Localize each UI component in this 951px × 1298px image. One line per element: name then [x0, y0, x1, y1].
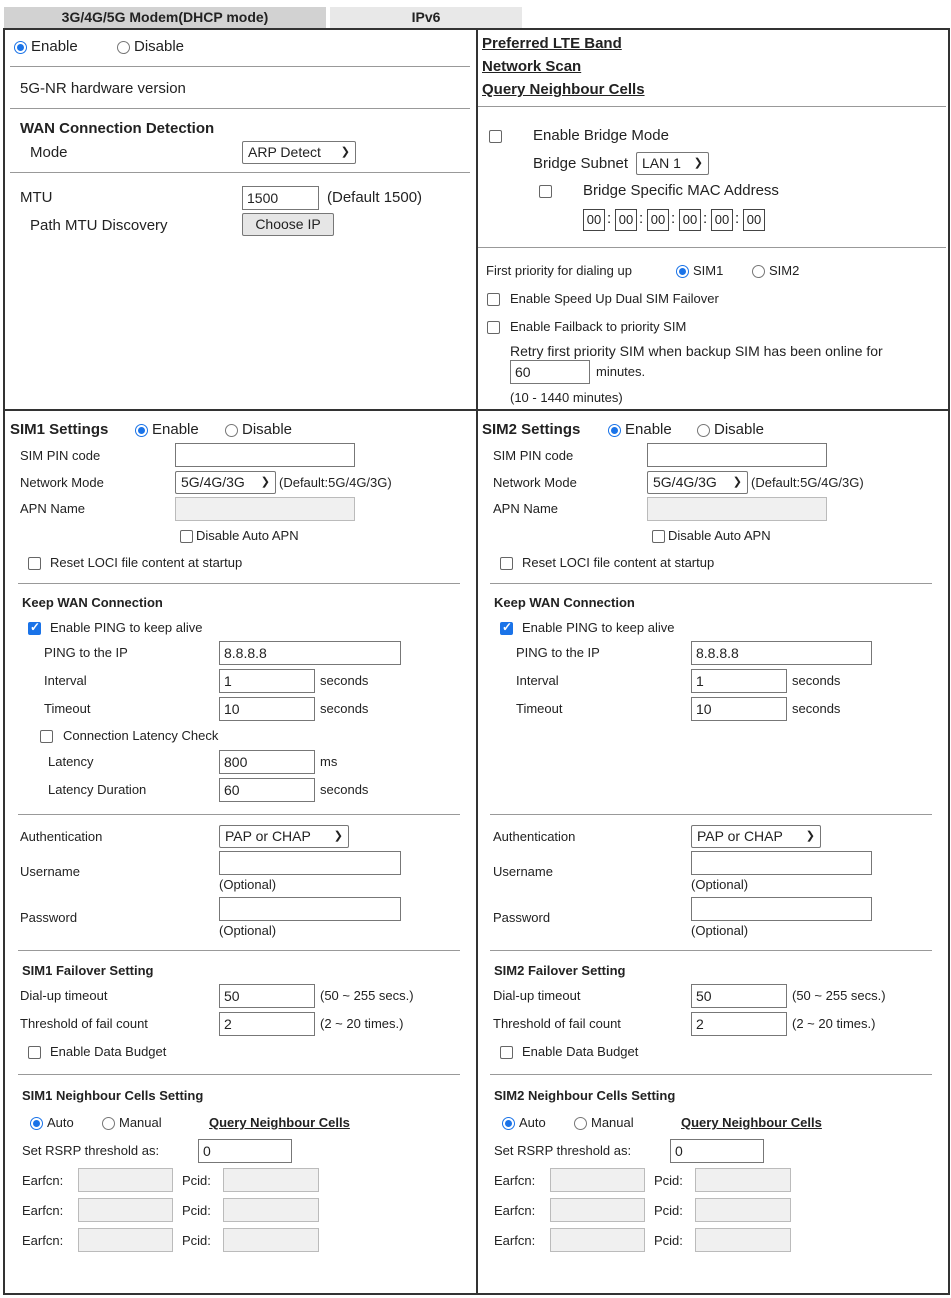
- sim2-timeout-unit: seconds: [792, 701, 841, 716]
- sim1-authentication-label: Authentication: [20, 829, 103, 844]
- chevron-down-icon: ❯: [333, 830, 343, 842]
- retry-range: (10 - 1440 minutes): [510, 390, 623, 405]
- sim2-rsrp-input[interactable]: 0: [670, 1139, 764, 1163]
- bridge-mode-label: Enable Bridge Mode: [533, 127, 669, 144]
- sim1-pin-input[interactable]: [175, 443, 355, 467]
- sim2-rsrp-label: Set RSRP threshold as:: [494, 1143, 632, 1158]
- sim2-data-budget-checkbox[interactable]: [500, 1046, 513, 1059]
- sim2-reset-loci-label: Reset LOCI file content at startup: [522, 555, 715, 570]
- sim1-enable-radio[interactable]: [135, 424, 148, 437]
- sim1-failover-title: SIM1 Failover Setting: [22, 963, 154, 978]
- sim1-enable-label: Enable: [152, 421, 199, 438]
- sim1-data-budget-checkbox[interactable]: [28, 1046, 41, 1059]
- sim1-latency-duration-unit: seconds: [320, 782, 369, 797]
- sim1-earfcn-input[interactable]: [78, 1198, 173, 1222]
- sim-divider: [476, 409, 478, 1295]
- sim1-latency-duration-input[interactable]: 60: [219, 778, 315, 802]
- sim2-timeout-label: Timeout: [516, 701, 563, 716]
- sim2-authentication-label: Authentication: [493, 829, 576, 844]
- sim2-disable-auto-apn-checkbox[interactable]: [652, 530, 665, 543]
- sim2-neighbour-title: SIM2 Neighbour Cells Setting: [494, 1088, 676, 1103]
- tab-ipv6[interactable]: IPv6: [330, 7, 522, 28]
- sim2-network-mode-default: (Default:5G/4G/3G): [751, 475, 864, 490]
- sim1-enable-ping-checkbox[interactable]: [28, 622, 41, 635]
- divider: [10, 108, 470, 109]
- first-priority-label: First priority for dialing up: [486, 263, 632, 278]
- failback-checkbox[interactable]: [487, 321, 500, 334]
- sim2-enable-radio[interactable]: [608, 424, 621, 437]
- sim1-auto-label: Auto: [47, 1115, 74, 1130]
- sim1-interval-label: Interval: [44, 673, 87, 688]
- mac-octet-5[interactable]: 00: [711, 209, 733, 231]
- sim2-settings-title: SIM2 Settings: [482, 421, 581, 438]
- sim2-pcid-label: Pcid:: [654, 1203, 683, 1218]
- sim1-ping-ip-label: PING to the IP: [44, 645, 128, 660]
- mac-separator: :: [607, 210, 612, 227]
- sim1-latency-check-checkbox[interactable]: [40, 730, 53, 743]
- sim1-pcid-label: Pcid:: [182, 1203, 211, 1218]
- sim1-timeout-label: Timeout: [44, 701, 91, 716]
- sim1-username-input[interactable]: [219, 851, 401, 875]
- mtu-label: MTU: [20, 189, 53, 206]
- sim1-interval-input[interactable]: 1: [219, 669, 315, 693]
- sim1-interval-unit: seconds: [320, 673, 369, 688]
- bridge-mac-checkbox[interactable]: [539, 185, 552, 198]
- sim2-password-optional: (Optional): [691, 923, 749, 938]
- network-scan-link[interactable]: Network Scan: [482, 58, 582, 75]
- sim1-dialup-range: (50 ~ 255 secs.): [320, 988, 414, 1003]
- sim1-threshold-label: Threshold of fail count: [20, 1016, 148, 1031]
- sim2-enable-ping-label: Enable PING to keep alive: [522, 620, 675, 635]
- mac-octet-6[interactable]: 00: [743, 209, 765, 231]
- sim1-latency-check-label: Connection Latency Check: [63, 728, 219, 743]
- sim2-earfcn-label: Earfcn:: [494, 1173, 536, 1188]
- sim2-pcid-label: Pcid:: [654, 1173, 683, 1188]
- sim1-neighbour-title: SIM1 Neighbour Cells Setting: [22, 1088, 204, 1103]
- sim1-apn-input[interactable]: [175, 497, 355, 521]
- mtu-input[interactable]: 1500: [242, 186, 319, 210]
- sim2-earfcn-input[interactable]: [550, 1228, 645, 1252]
- sim1-threshold-input[interactable]: 2: [219, 1012, 315, 1036]
- sim1-pcid-label: Pcid:: [182, 1233, 211, 1248]
- sim1-priority-radio[interactable]: [676, 265, 689, 278]
- sim2-auto-radio[interactable]: [502, 1117, 515, 1130]
- sim1-password-input[interactable]: [219, 897, 401, 921]
- chevron-down-icon: ❯: [732, 476, 742, 488]
- chevron-down-icon: ❯: [805, 830, 815, 842]
- sim1-disable-label: Disable: [242, 421, 293, 438]
- sim1-latency-input[interactable]: 800: [219, 750, 315, 774]
- divider: [490, 950, 932, 951]
- sim1-pcid-label: Pcid:: [182, 1173, 211, 1188]
- sim2-enable-ping-checkbox[interactable]: [500, 622, 513, 635]
- mac-octet-4[interactable]: 00: [679, 209, 701, 231]
- sim1-disable-auto-apn-checkbox[interactable]: [180, 530, 193, 543]
- sim2-username-label: Username: [493, 864, 553, 879]
- sim1-timeout-input[interactable]: 10: [219, 697, 315, 721]
- sim2-threshold-input[interactable]: 2: [691, 1012, 787, 1036]
- sim1-rsrp-input[interactable]: 0: [198, 1139, 292, 1163]
- mac-separator: :: [703, 210, 708, 227]
- retry-minutes-input[interactable]: 60: [510, 360, 590, 384]
- divider: [18, 583, 460, 584]
- sim2-data-budget-label: Enable Data Budget: [522, 1044, 639, 1059]
- sim1-password-optional: (Optional): [219, 923, 277, 938]
- sim1-manual-label: Manual: [119, 1115, 162, 1130]
- query-neighbour-cells-link[interactable]: Query Neighbour Cells: [482, 81, 645, 98]
- sim2-pin-label: SIM PIN code: [493, 448, 574, 463]
- sim1-username-optional: (Optional): [219, 877, 277, 892]
- divider: [18, 814, 460, 815]
- sim2-disable-radio[interactable]: [697, 424, 710, 437]
- sim2-dialup-timeout-input[interactable]: 50: [691, 984, 787, 1008]
- sim2-pcid-label: Pcid:: [654, 1233, 683, 1248]
- sim2-priority-label: SIM2: [769, 263, 800, 278]
- sim1-earfcn-label: Earfcn:: [22, 1203, 64, 1218]
- sim1-priority-label: SIM1: [693, 263, 724, 278]
- sim1-query-neighbour-link[interactable]: Query Neighbour Cells: [209, 1115, 350, 1130]
- chevron-down-icon: ❯: [693, 157, 703, 169]
- sim2-disable-auto-apn-label: Disable Auto APN: [668, 528, 771, 543]
- sim2-pin-input[interactable]: [647, 443, 827, 467]
- sim1-latency-duration-label: Latency Duration: [48, 782, 147, 797]
- mac-separator: :: [671, 210, 676, 227]
- sim1-disable-auto-apn-label: Disable Auto APN: [196, 528, 299, 543]
- sim2-earfcn-label: Earfcn:: [494, 1233, 536, 1248]
- divider: [490, 583, 932, 584]
- sim1-earfcn-input[interactable]: [78, 1168, 173, 1192]
- sim1-enable-ping-label: Enable PING to keep alive: [50, 620, 203, 635]
- chevron-down-icon: ❯: [340, 146, 350, 158]
- sim2-query-neighbour-link[interactable]: Query Neighbour Cells: [681, 1115, 822, 1130]
- sim2-pcid-input[interactable]: [695, 1168, 791, 1192]
- sim1-reset-loci-checkbox[interactable]: [28, 557, 41, 570]
- sim1-network-mode-select[interactable]: 5G/4G/3G ❯: [175, 471, 276, 494]
- mac-octet-2[interactable]: 00: [615, 209, 637, 231]
- sim2-pcid-input[interactable]: [695, 1228, 791, 1252]
- sim2-threshold-label: Threshold of fail count: [493, 1016, 621, 1031]
- sim2-pcid-input[interactable]: [695, 1198, 791, 1222]
- mac-separator: :: [639, 210, 644, 227]
- sim2-ping-ip-label: PING to the IP: [516, 645, 600, 660]
- sim1-auto-radio[interactable]: [30, 1117, 43, 1130]
- failback-label: Enable Failback to priority SIM: [510, 319, 687, 334]
- speed-up-label: Enable Speed Up Dual SIM Failover: [510, 291, 719, 306]
- top-divider: [476, 28, 478, 411]
- divider: [18, 950, 460, 951]
- sim2-auto-label: Auto: [519, 1115, 546, 1130]
- sim2-password-input[interactable]: [691, 897, 872, 921]
- mac-octet-1[interactable]: 00: [583, 209, 605, 231]
- hw-version-label: 5G-NR hardware version: [20, 80, 186, 97]
- sim2-authentication-select[interactable]: PAP or CHAP ❯: [691, 825, 821, 848]
- sim2-threshold-range: (2 ~ 20 times.): [792, 1016, 876, 1031]
- sim1-keep-wan-title: Keep WAN Connection: [22, 595, 163, 610]
- sim1-timeout-unit: seconds: [320, 701, 369, 716]
- sim1-latency-unit: ms: [320, 754, 338, 769]
- sim1-network-mode-default: (Default:5G/4G/3G): [279, 475, 392, 490]
- wan-detection-title: WAN Connection Detection: [20, 120, 215, 137]
- divider: [10, 66, 470, 67]
- sim2-ping-ip-input[interactable]: 8.8.8.8: [691, 641, 872, 665]
- sim2-timeout-input[interactable]: 10: [691, 697, 787, 721]
- choose-ip-button[interactable]: Choose IP: [242, 213, 334, 236]
- sim2-dialup-timeout-label: Dial-up timeout: [493, 988, 581, 1003]
- sim1-pcid-input[interactable]: [223, 1228, 319, 1252]
- sim2-enable-label: Enable: [625, 421, 672, 438]
- sim2-apn-label: APN Name: [493, 501, 559, 516]
- sim1-authentication-select[interactable]: PAP or CHAP ❯: [219, 825, 349, 848]
- sim1-ping-ip-input[interactable]: 8.8.8.8: [219, 641, 401, 665]
- sim2-disable-label: Disable: [714, 421, 765, 438]
- bridge-mac-label: Bridge Specific MAC Address: [583, 182, 779, 199]
- sim1-pin-label: SIM PIN code: [20, 448, 101, 463]
- divider: [10, 172, 470, 173]
- sim2-apn-input[interactable]: [647, 497, 827, 521]
- sim1-network-mode-label: Network Mode: [20, 475, 104, 490]
- sim2-network-mode-select[interactable]: 5G/4G/3G ❯: [647, 471, 748, 494]
- speed-up-checkbox[interactable]: [487, 293, 500, 306]
- sim2-manual-label: Manual: [591, 1115, 634, 1130]
- divider: [18, 1074, 460, 1075]
- sim1-disable-radio[interactable]: [225, 424, 238, 437]
- disable-label: Disable: [134, 38, 185, 55]
- sim1-data-budget-label: Enable Data Budget: [50, 1044, 167, 1059]
- chevron-down-icon: ❯: [260, 476, 270, 488]
- sim1-latency-label: Latency: [48, 754, 94, 769]
- sim1-earfcn-label: Earfcn:: [22, 1233, 64, 1248]
- sim1-reset-loci-label: Reset LOCI file content at startup: [50, 555, 243, 570]
- sim1-dialup-timeout-label: Dial-up timeout: [20, 988, 108, 1003]
- sim2-interval-label: Interval: [516, 673, 559, 688]
- divider: [478, 106, 946, 107]
- path-mtu-label: Path MTU Discovery: [30, 217, 168, 234]
- tab-modem-dhcp[interactable]: 3G/4G/5G Modem(DHCP mode): [4, 7, 326, 28]
- enable-label: Enable: [31, 38, 78, 55]
- disable-radio[interactable]: [117, 41, 130, 54]
- sim2-failover-title: SIM2 Failover Setting: [494, 963, 626, 978]
- sim1-earfcn-input[interactable]: [78, 1228, 173, 1252]
- enable-radio[interactable]: [14, 41, 27, 54]
- bridge-mode-checkbox[interactable]: [489, 130, 502, 143]
- sim2-username-input[interactable]: [691, 851, 872, 875]
- sim1-manual-radio[interactable]: [102, 1117, 115, 1130]
- sim1-earfcn-label: Earfcn:: [22, 1173, 64, 1188]
- divider: [490, 1074, 932, 1075]
- sim1-username-label: Username: [20, 864, 80, 879]
- sim1-pcid-input[interactable]: [223, 1198, 319, 1222]
- minutes-label: minutes.: [596, 364, 646, 379]
- sim2-reset-loci-checkbox[interactable]: [500, 557, 513, 570]
- sim1-apn-label: APN Name: [20, 501, 86, 516]
- sim1-password-label: Password: [20, 910, 78, 925]
- mode-label: Mode: [30, 144, 68, 161]
- sim2-network-mode-label: Network Mode: [493, 475, 577, 490]
- sim2-keep-wan-title: Keep WAN Connection: [494, 595, 635, 610]
- bridge-subnet-select[interactable]: LAN 1 ❯: [636, 152, 709, 175]
- sim2-earfcn-input[interactable]: [550, 1198, 645, 1222]
- preferred-lte-band-link[interactable]: Preferred LTE Band: [482, 35, 622, 52]
- mtu-default: (Default 1500): [327, 189, 423, 206]
- divider: [478, 247, 946, 248]
- sim2-interval-input[interactable]: 1: [691, 669, 787, 693]
- sim1-dialup-timeout-input[interactable]: 50: [219, 984, 315, 1008]
- bridge-subnet-label: Bridge Subnet: [533, 155, 629, 172]
- retry-text: Retry first priority SIM when backup SIM has been online for: [510, 343, 883, 359]
- sim2-username-optional: (Optional): [691, 877, 749, 892]
- sim1-pcid-input[interactable]: [223, 1168, 319, 1192]
- sim2-password-label: Password: [493, 910, 551, 925]
- sim1-threshold-range: (2 ~ 20 times.): [320, 1016, 404, 1031]
- sim2-priority-radio[interactable]: [752, 265, 765, 278]
- mac-separator: :: [735, 210, 740, 227]
- mac-octet-3[interactable]: 00: [647, 209, 669, 231]
- sim2-manual-radio[interactable]: [574, 1117, 587, 1130]
- sim2-earfcn-label: Earfcn:: [494, 1203, 536, 1218]
- sim1-rsrp-label: Set RSRP threshold as:: [22, 1143, 160, 1158]
- sim2-interval-unit: seconds: [792, 673, 841, 688]
- sim1-settings-title: SIM1 Settings: [10, 421, 109, 438]
- divider: [490, 814, 932, 815]
- mode-select[interactable]: ARP Detect ❯: [242, 141, 356, 164]
- sim2-earfcn-input[interactable]: [550, 1168, 645, 1192]
- sim2-dialup-range: (50 ~ 255 secs.): [792, 988, 886, 1003]
